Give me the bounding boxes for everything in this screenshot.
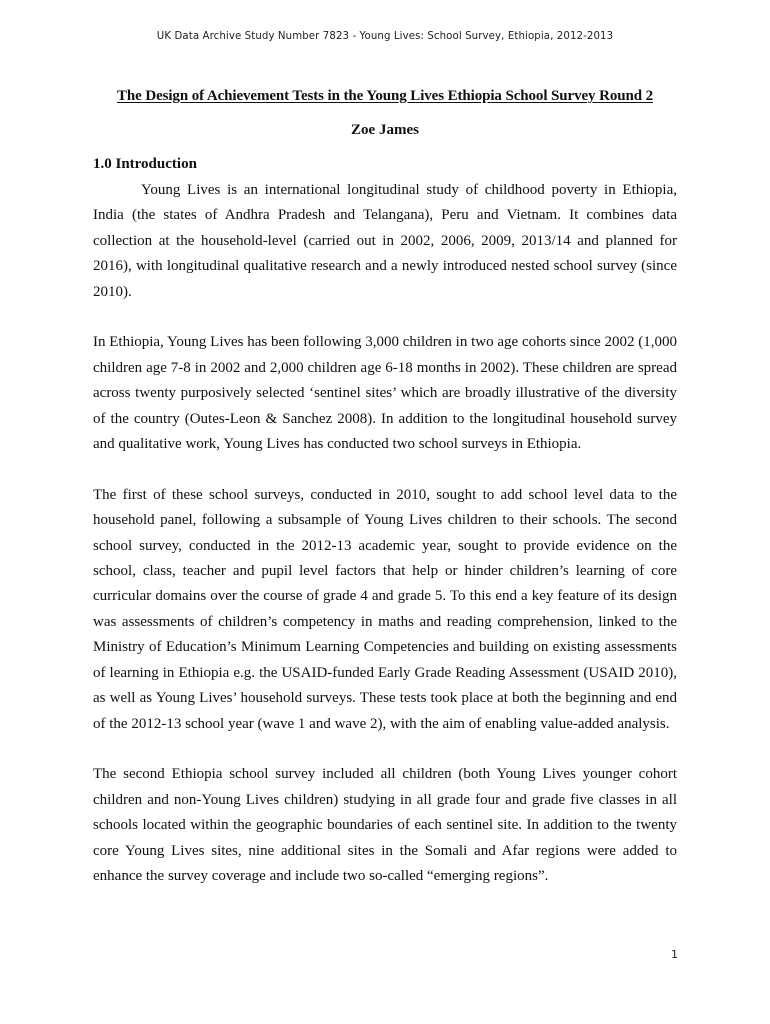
document-title: The Design of Achievement Tests in the Young Lives Ethiopia School Survey Round 2 bbox=[116, 88, 653, 104]
paragraph-1: Young Lives is an international longitudinal study of childhood poverty in Ethiopia, India (the states of Andhra Pradesh and Telangana), Peru and Vietnam. It combines data collection at the household-level (carried out in 2002, 2006, 2009, 2013/14 and planned for 2016), with longitudinal qualitative research and a newly introduced nested school survey (since 2010). bbox=[93, 182, 677, 300]
paragraph-2: In Ethiopia, Young Lives has been following 3,000 children in two age cohorts since 2002 (1,000 children age 7-8 in 2002 and 2,000 children age 6-18 months in 2002). These children are spread across twenty purposively selected ‘sentinel sites’ which are broadly illustrative of the diversity of the country (Outes-Leon & Sanchez 2008). In addition to the longitudinal household survey and qualitative work, Young Lives has conducted two school surveys in Ethiopia. bbox=[93, 334, 677, 453]
paragraph-3: The first of these school surveys, conducted in 2010, sought to add school level data to the household panel, following a subsample of Young Lives children to their schools. The second school survey, conducted in the 2012-13 academic year, sought to provide evidence on the school, class, teacher and pupil level factors that help or hinder children’s learning of core curricular domains over the course of grade 4 and grade 5. To this end a key feature of its design was assessments of children’s competency in maths and reading comprehension, linked to the Ministry of Education’s Minimum Learning Competencies and building on existing assessments of learning in Ethiopia e.g. the USAID-funded Early Grade Reading Assessment (USAID 2010), as well as Young Lives’ household surveys. These tests took place at both the beginning and end of the 2012-13 school year (wave 1 and wave 2), with the aim of enabling value-added analysis. bbox=[93, 486, 677, 732]
page-number: 1 bbox=[671, 948, 678, 961]
running-header: UK Data Archive Study Number 7823 - Young Lives: School Survey, Ethiopia, 2012-2013 bbox=[156, 31, 614, 42]
document-body bbox=[93, 86, 677, 889]
author-name: Zoe James bbox=[351, 122, 419, 138]
paragraph-4: The second Ethiopia school survey included all children (both Young Lives younger cohort children and non-Young Lives children) studying in all grade four and grade five classes in all schools located within the geographic boundaries of each sentinel site. In addition to the twenty core Young Lives sites, nine additional sites in the Somali and Afar regions were added to enhance the survey coverage and include two so-called “emerging regions”. bbox=[93, 766, 677, 884]
section-heading-introduction: 1.0 Introduction bbox=[93, 156, 197, 172]
